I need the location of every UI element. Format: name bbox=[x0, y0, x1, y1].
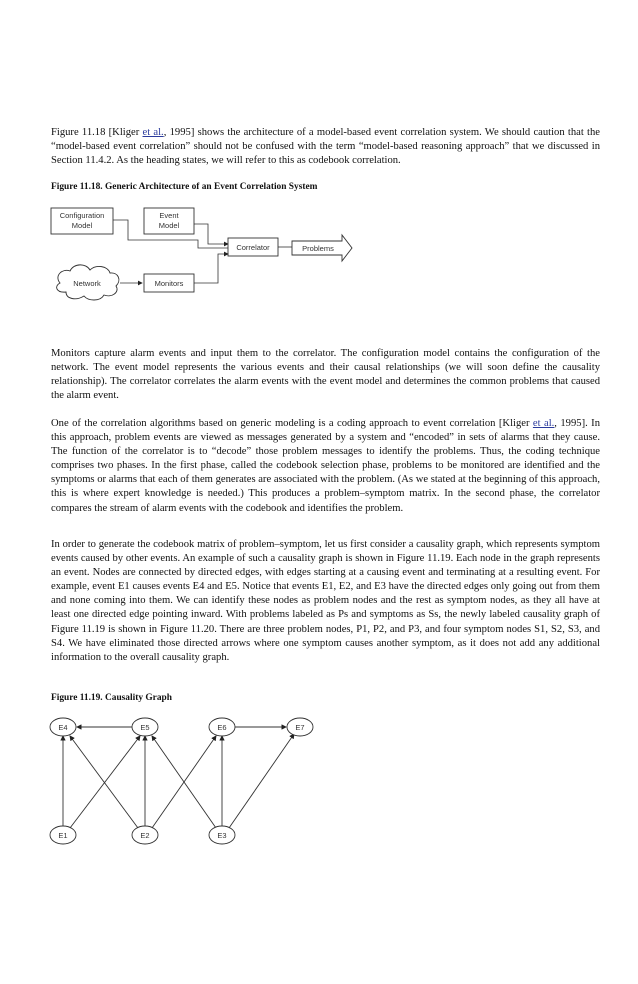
problems-label: Problems bbox=[302, 244, 334, 253]
paragraph-intro bbox=[51, 126, 600, 168]
node-label: E2 bbox=[140, 831, 150, 840]
node-label: E1 bbox=[58, 831, 68, 840]
figure-11-18-caption: Figure 11.18. Generic Architecture of an Event Correlation System bbox=[51, 182, 318, 192]
event-model-label: Event bbox=[159, 211, 179, 220]
node-label: E7 bbox=[295, 723, 305, 732]
configuration-model-label: Model bbox=[71, 221, 93, 230]
paragraph-coding-approach bbox=[51, 417, 600, 516]
paragraph-monitors: Monitors capture alarm events and input them to the correlator. The configuration model contains the configuration of the network. The event model represents the various events and their causal relationships (we will soon define the causality relationship). The correlator correlates the alarm events with the event model and determines the common problems that caused the alarm event. bbox=[51, 348, 600, 402]
event-to-correlator-line bbox=[194, 224, 228, 244]
paragraph-causality-graph: In order to generate the codebook matrix of problem–symptom, let us first consider a causality graph, which represents symptom events caused by other events. An example of such a causality graph is shown in Figure 11.19. Each node in the graph represents an event. Nodes are connected by directed edges, with edges starting at a causing event and terminating at a resulting event. For example, event E1 causes events E4 and E5. Notice that events E1, E2, and E3 have the directed edges only going out from them and none coming into them. We can identify these nodes as problem nodes and the rest as symptom nodes, as they all have at least one directed edge pointing inward. With problems labeled as Ps and symptoms as Ss, the newly labeled causality graph of Figure 11.19 is shown in Figure 11.20. There are three problem nodes, P1, P2, and P3, and four symptom nodes S1, S2, S3, and S4. We have eliminated those directed arrows where one symptom causes another symptom, as it does not add any additional information to the overall causality graph. bbox=[51, 539, 600, 663]
paragraph-text: , 1995]. In this approach, problem events are viewed as messages generated by a system and “encoded” in sets of alarms that they cause. The function of the correlator is to “decode” those problem messages to identify the problems. Thus, the coding technique comprises two phases. In the first phase, called the codebook selection phase, problems to be monitored are identified and the symptoms or alarms that each of them generates are associated with the problem. (As we stated at the beginning of this approach, this is where expert knowledge is needed.) This produces a problem–symptom matrix. In the second phase, the correlator compares the stream of alarm events with the codebook and identifies the problem. bbox=[51, 418, 600, 514]
architecture-diagram bbox=[48, 200, 368, 315]
node-label: E4 bbox=[58, 723, 68, 732]
citation-link[interactable]: et al. bbox=[532, 418, 555, 429]
paragraph-text: Figure 11.18 [Kliger bbox=[51, 127, 143, 138]
correlator-label: Correlator bbox=[236, 243, 270, 252]
figure-11-19-caption: Figure 11.19. Causality Graph bbox=[51, 693, 172, 703]
causality-graph bbox=[48, 712, 338, 862]
event-model-label: Model bbox=[158, 221, 180, 230]
node-label: E6 bbox=[217, 723, 227, 732]
monitors-label: Monitors bbox=[154, 279, 184, 288]
paragraph-text: , 1995] shows the architecture of a model-based event correlation system. We should caution that the “model-based event correlation” should not be confused with the term “model-based reasoning approach” that we discussed in Section 11.4.2. As the heading states, we will refer to this as codebook correlation. bbox=[51, 127, 600, 167]
monitors-to-correlator-line bbox=[194, 254, 228, 283]
edge-e3-e7 bbox=[229, 734, 294, 828]
configuration-model-label: Configuration bbox=[59, 211, 105, 220]
paragraph-text: One of the correlation algorithms based on generic modeling is a coding approach to event correlation [Kliger bbox=[51, 418, 533, 429]
citation-link[interactable]: et al. bbox=[142, 127, 164, 138]
node-label: E5 bbox=[140, 723, 150, 732]
network-label: Network bbox=[73, 279, 101, 288]
node-label: E3 bbox=[217, 831, 227, 840]
